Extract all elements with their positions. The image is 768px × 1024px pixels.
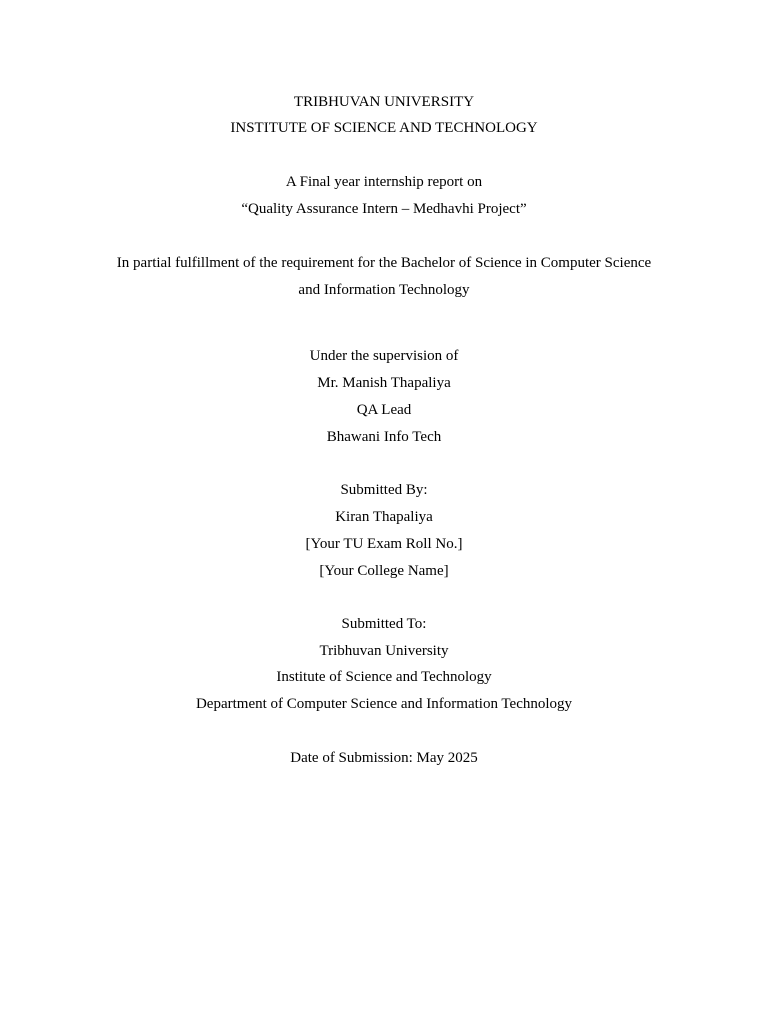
report-intro: A Final year internship report on [285, 174, 483, 190]
student-name: Kiran Thapaliya [335, 509, 433, 525]
supervisor-company: Bhawani Info Tech [326, 429, 442, 445]
supervision-heading: Under the supervision of [309, 348, 459, 364]
student-roll-number: [Your TU Exam Roll No.] [305, 536, 463, 552]
submitted-by-heading: Submitted By: [340, 482, 428, 498]
student-college: [Your College Name] [319, 563, 449, 579]
supervisor-role: QA Lead [356, 402, 412, 418]
submitted-to-institute: Institute of Science and Technology [276, 669, 492, 685]
fulfillment-line-2: and Information Technology [298, 282, 470, 298]
fulfillment-line-1: In partial fulfillment of the requirement for the Bachelor of Science in Computer Science [116, 255, 652, 271]
university-heading: TRIBHUVAN UNIVERSITY [293, 94, 475, 110]
submitted-to-heading: Submitted To: [341, 616, 427, 632]
report-title: “Quality Assurance Intern – Medhavhi Project” [241, 201, 527, 217]
institute-heading: INSTITUTE OF SCIENCE AND TECHNOLOGY [230, 120, 538, 136]
submitted-to-department: Department of Computer Science and Information Technology [195, 696, 573, 712]
supervisor-name: Mr. Manish Thapaliya [317, 375, 451, 391]
submission-date: Date of Submission: May 2025 [290, 750, 478, 766]
submitted-to-university: Tribhuvan University [319, 643, 449, 659]
